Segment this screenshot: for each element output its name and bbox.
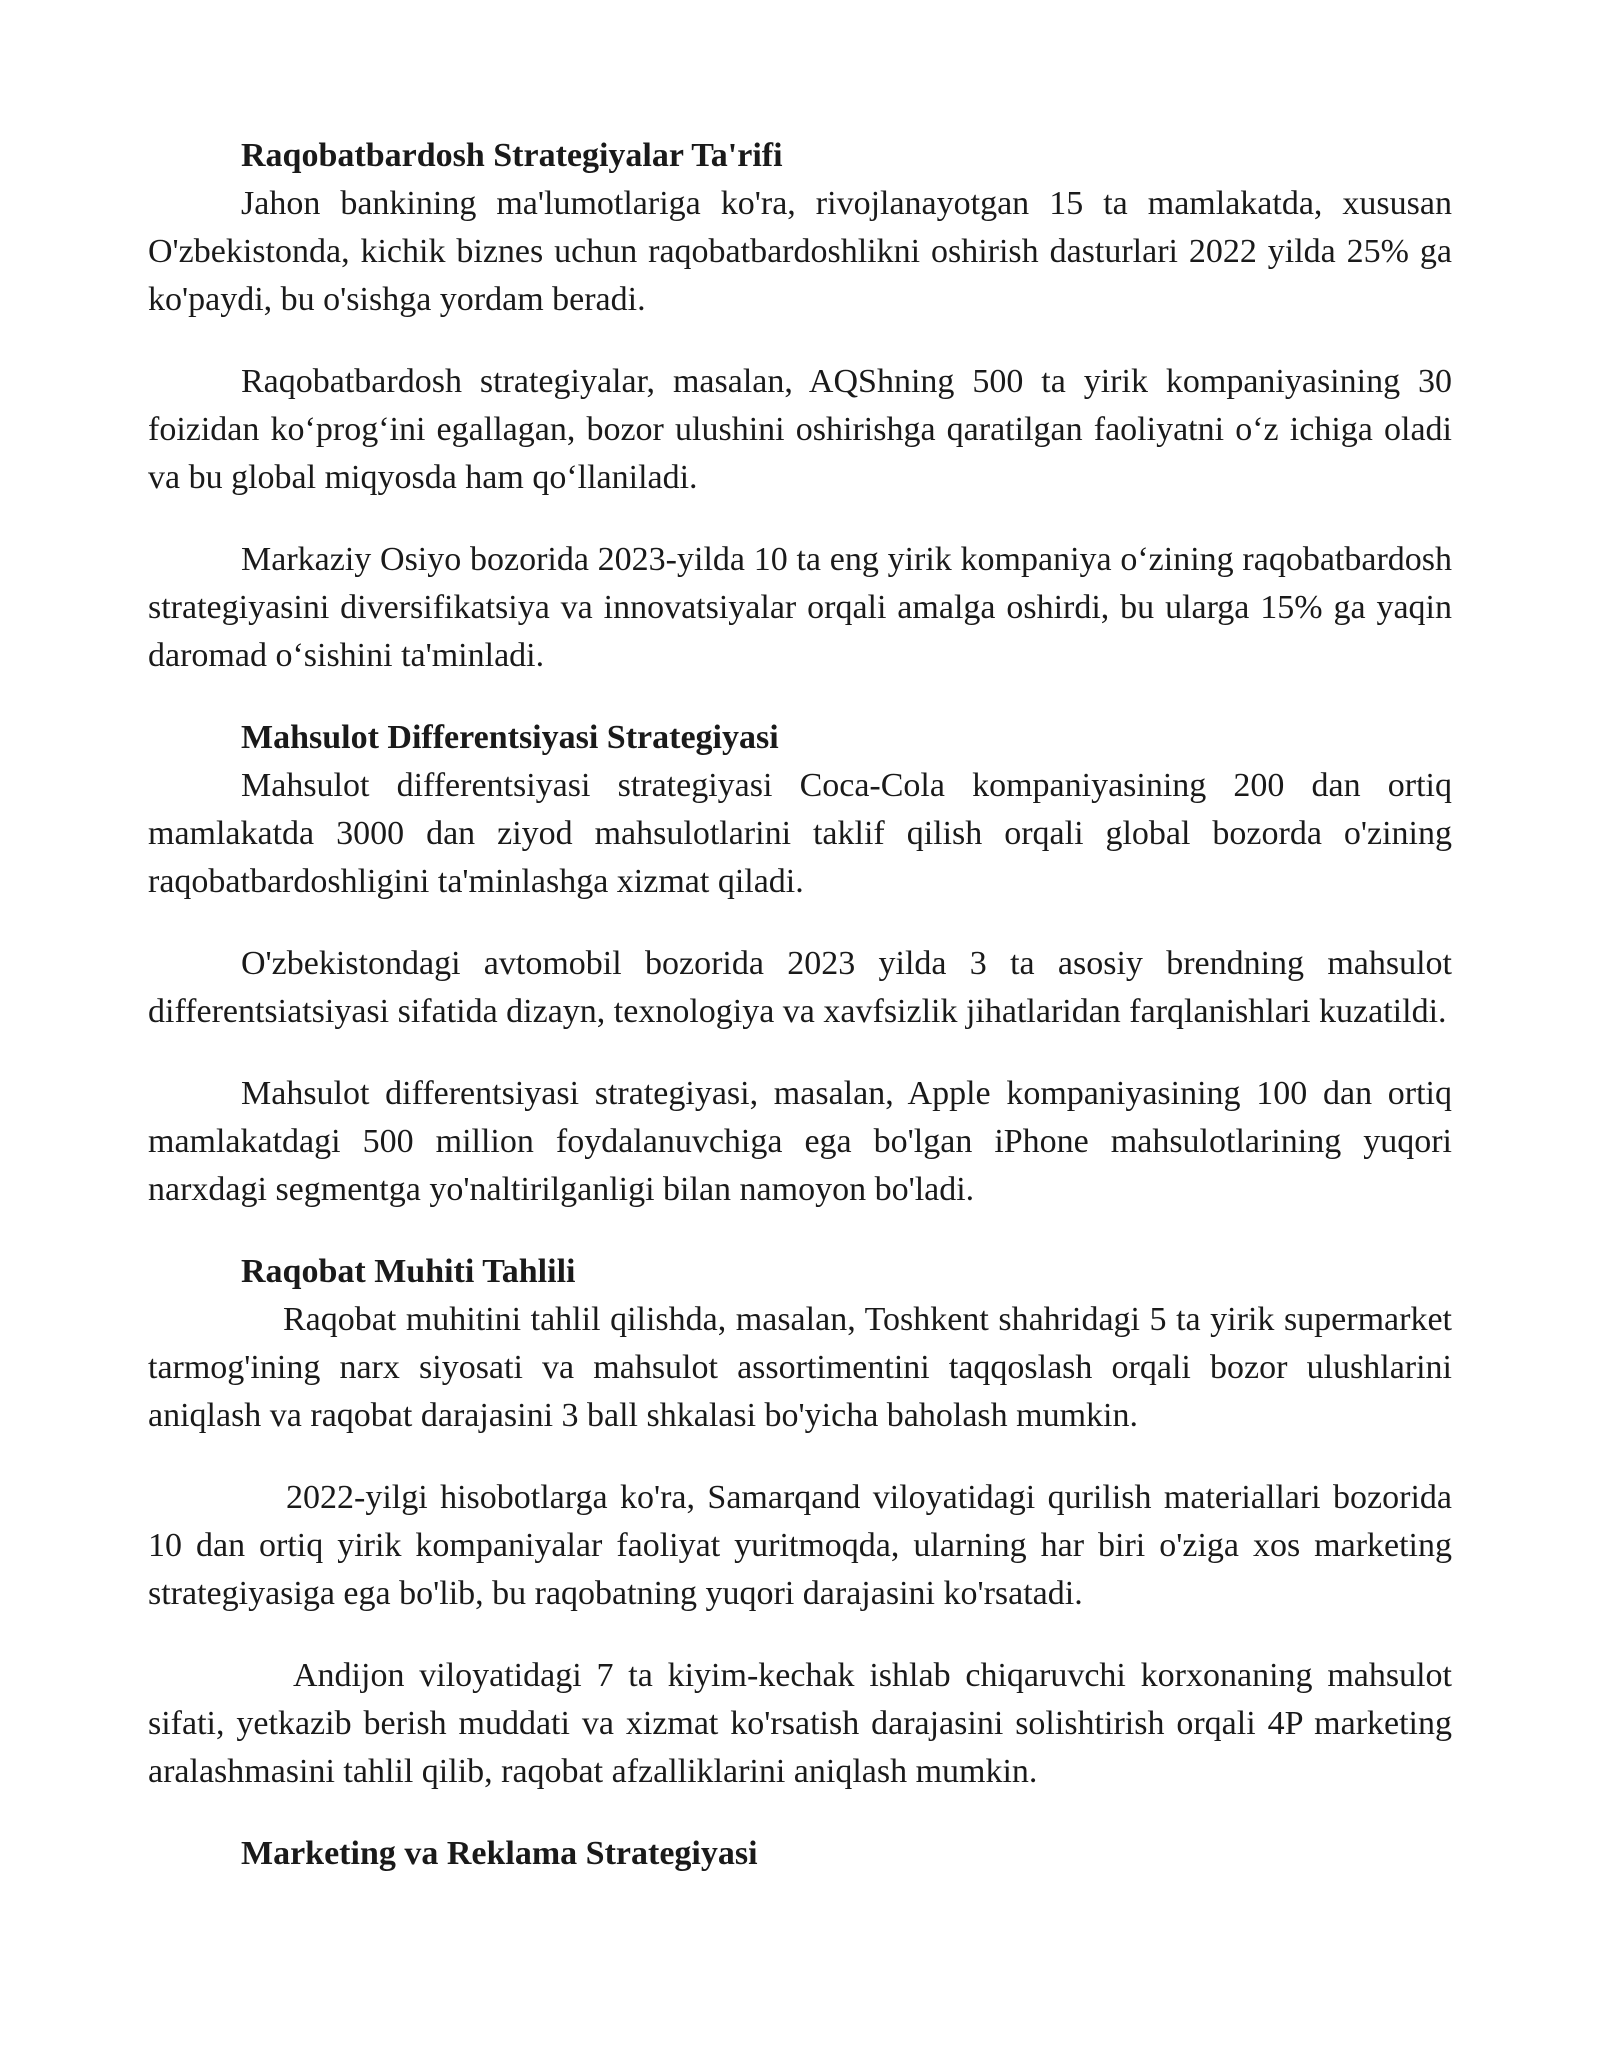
section-heading: Raqobatbardosh Strategiyalar Ta'rifi [241,137,783,174]
section-heading: Mahsulot Differentsiyasi Strategiyasi [241,719,779,756]
paragraph: Jahon bankining ma'lumotlariga ko'ra, rivojlanayotgan 15 ta mamlakatda, xususan O'zbekistonda, kichik biznes uchun raqobatbardoshlikni oshirish dasturlari 2022 yilda 25% ga ko'paydi, bu o'sishga yordam beradi. [148,185,1452,318]
section-marketing-advertising [148,1830,1452,1878]
document-page [148,132,1452,1878]
paragraph: Raqobatbardosh strategiyalar, masalan, AQShning 500 ta yirik kompaniyasining 30 foizidan ko‘prog‘ini egallagan, bozor ulushini oshirishga qaratilgan faoliyatni o‘z ichiga oladi va bu global miqyosda ham qo‘llaniladi. [148,363,1452,496]
paragraph: 2022-yilgi hisobotlarga ko'ra, Samarqand viloyatidagi qurilish materiallari bozorida 10 dan ortiq yirik kompaniyalar faoliyat yuritmoqda, ularning har biri o'ziga xos marketing strategiyasiga ega bo'lib, bu raqobatning yuqori darajasini ko'rsatadi. [148,1479,1452,1612]
paragraph: Raqobat muhitini tahlil qilishda, masalan, Toshkent shahridagi 5 ta yirik supermarket tarmog'ining narx siyosati va mahsulot assortimentini taqqoslash orqali bozor ulushlarini aniqlash va raqobat darajasini 3 ball shkalasi bo'yicha baholash mumkin. [148,1301,1452,1434]
section-competitive-environment [148,1248,1452,1796]
paragraph: O'zbekistondagi avtomobil bozorida 2023 yilda 3 ta asosiy brendning mahsulot differentsiatsiyasi sifatida dizayn, texnologiya va xavfsizlik jihatlaridan farqlanishlari kuzatildi. [148,945,1452,1030]
paragraph: Andijon viloyatidagi 7 ta kiyim-kechak ishlab chiqaruvchi korxonaning mahsulot sifati, yetkazib berish muddati va xizmat ko'rsatish darajasini solishtirish orqali 4P marketing aralashmasini tahlil qilib, raqobat afzalliklarini aniqlash mumkin. [148,1657,1452,1790]
section-heading: Marketing va Reklama Strategiyasi [241,1835,758,1872]
paragraph: Markaziy Osiyo bozorida 2023-yilda 10 ta eng yirik kompaniya o‘zining raqobatbardosh strategiyasini diversifikatsiya va innovatsiyalar orqali amalga oshirdi, bu ularga 15% ga yaqin daromad o‘sishini ta'minladi. [148,541,1452,674]
section-product-differentiation [148,714,1452,1214]
paragraph: Mahsulot differentsiyasi strategiyasi, masalan, Apple kompaniyasining 100 dan ortiq mamlakatdagi 500 million foydalanuvchiga ega bo'lgan iPhone mahsulotlarining yuqori narxdagi segmentga yo'naltirilganligi bilan namoyon bo'ladi. [148,1075,1452,1208]
paragraph: Mahsulot differentsiyasi strategiyasi Coca-Cola kompaniyasining 200 dan ortiq mamlakatda 3000 dan ziyod mahsulotlarini taklif qilish orqali global bozorda o'zining raqobatbardoshligini ta'minlashga xizmat qiladi. [148,767,1452,900]
section-heading: Raqobat Muhiti Tahlili [241,1253,576,1290]
section-competitive-strategies [148,132,1452,680]
